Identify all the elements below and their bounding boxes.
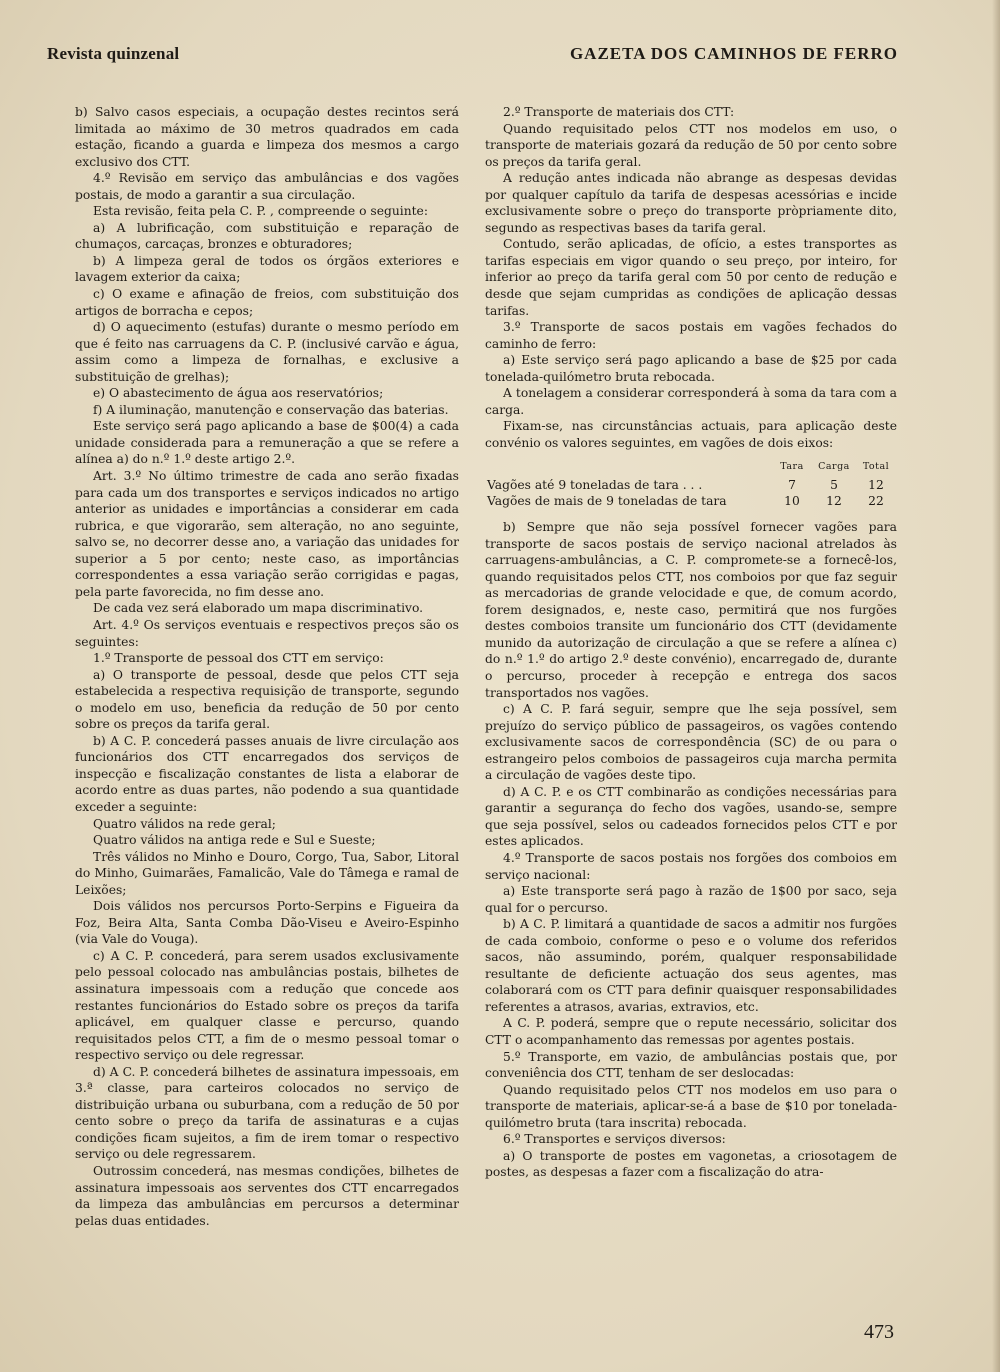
paragraph: d) A C. P. e os CTT combinarão as condições necessárias para garantir a segurança do fecho dos vagões, usando-se, sempre que seja possível, selos ou cadeados fornecidos pelos CTT e por estes aplicados. — [485, 784, 897, 849]
running-header-right: GAZETA DOS CAMINHOS DE FERRO — [569, 44, 898, 63]
table-header: Carga — [818, 461, 850, 473]
wagon-tonnage-table — [485, 457, 897, 509]
running-header-left: Revista quinzenal — [47, 44, 180, 63]
paragraph: 3.º Transporte de sacos postais em vagões fechados do caminho de ferro: — [485, 320, 897, 351]
paragraph: Contudo, serão aplicadas, de ofício, a estes transportes as tarifas especiais em vigor quando o seu preço, por inteiro, for inferior ao preço da tarifa geral com 50 por cento de redução e desde que sejam cumpridas as condições de aplicação dessas tarifas. — [485, 237, 897, 318]
paragraph: De cada vez será elaborado um mapa discriminativo. — [93, 601, 424, 616]
table-cell: 5 — [830, 478, 838, 493]
paragraph: f) A iluminação, manutenção e conservação das baterias. — [93, 402, 449, 417]
paragraph: A tonelagem a considerar corresponderá à soma da tara com a carga. — [485, 386, 897, 417]
paragraph: Quatro válidos na rede geral; — [93, 816, 276, 831]
paragraph: c) A C. P. fará seguir, sempre que lhe seja possível, sem prejuízo do serviço público de passageiros, os vagões contendo exclusivamente sacos de correspondência (SC) de ou para o estrangeiro pelos comboios de passageiros cuja marcha permita a circulação de vagões deste tipo. — [485, 702, 897, 783]
paragraph: Art. 3.º No último trimestre de cada ano serão fixadas para cada um dos transportes e serviços indicados no artigo anterior as unidades e importâncias a considerar em cada rubrica, e que vigorarão, sem alteração, no ano seguinte, salvo se, no decorrer desse ano, a variação das unidades for superior a 5 por cento; neste caso, as importâncias correspondentes a essa variação serão corrigidas e pagas, pela parte favorecida, no fim desse ano. — [75, 469, 459, 599]
paragraph: 4.º Transporte de sacos postais nos forgões dos comboios em serviço nacional: — [485, 850, 897, 882]
left-column — [75, 104, 459, 1229]
paragraph: Quando requisitado pelos CTT nos modelos em uso para o transporte de materiais, aplicar-se-á a base de $10 por tonelada-quilómetro bruta (tara inscrita) rebocada. — [485, 1082, 897, 1130]
table-header: Tara — [780, 461, 804, 473]
paragraph: Esta revisão, feita pela C. P. , compreende o seguinte: — [93, 204, 428, 219]
paragraph: Art. 4.º Os serviços eventuais e respectivos preços são os seguintes: — [75, 617, 459, 649]
paragraph: c) O exame e afinação de freios, com substituição dos artigos de borracha e cepos; — [75, 287, 459, 318]
paragraph: b) A C. P. concederá passes anuais de livre circulação aos funcionários dos CTT encarregados dos serviços de inspecção e fiscalização constantes de lista a elaborar de acordo entre as duas partes, não podendo a sua quantidade exceder a seguinte: — [75, 733, 459, 814]
table-header-empty — [485, 457, 771, 477]
table-cell: 22 — [868, 494, 884, 509]
paragraph: Dois válidos nos percursos Porto-Serpins e Figueira da Foz, Beira Alta, Santa Comba Dão-Viseu e Aveiro-Espinho (via Vale do Vouga). — [75, 899, 459, 947]
table-cell: 10 — [784, 494, 800, 509]
paragraph: d) A C. P. concederá bilhetes de assinatura impessoais, em 3.ª classe, para carteiros colocados no serviço de distribuição urbana ou suburbana, com a redução de 50 por cento sobre o preço da tarifa de assinaturas e a cujas condições ficam sujeitos, a fim de irem tomar o respectivo serviço ou dele regressarem. — [75, 1064, 459, 1162]
paragraph: Fixam-se, nas circunstâncias actuais, para aplicação deste convénio os valores seguintes, em vagões de dois eixos: — [485, 419, 897, 450]
paragraph: Este serviço será pago aplicando a base de $00(4) a cada unidade considerada para a remuneração a que se refere a alínea a) do n.º 1.º deste artigo 2.º. — [75, 419, 459, 467]
table-cell: 12 — [868, 478, 884, 493]
paragraph: b) Salvo casos especiais, a ocupação destes recintos será limitada ao máximo de 30 metros quadrados em cada estação, ficando a guarda e limpeza dos mesmos a cargo exclusivo dos CTT. — [75, 105, 459, 169]
paragraph: A redução antes indicada não abrange as despesas devidas por qualquer capítulo da tarifa de despesas acessórias e incide exclusivamente sobre o preço do transporte pròpriamente dito, segundo as respectivas bases da tarifa geral. — [485, 171, 897, 235]
paragraph: e) O abastecimento de água aos reservatórios; — [93, 386, 384, 401]
table-cell: 12 — [826, 494, 842, 509]
paragraph: a) A lubrificação, com substituição e reparação de chumaços, carcaças, bronzes e obturadores; — [75, 220, 459, 252]
paragraph: b) Sempre que não seja possível fornecer vagões para transporte de sacos postais de serviço nacional atrelados às carruagens-ambulâncias, a C. P. compromete-se a fornecê-los, quando requisitados pelos CTT, nos comboios por que faz seguir as mercadorias de grande velocidade e que, de comum acordo, forem designados, e, neste caso, permitirá que nos furgões destes comboios transite um funcionário dos CTT (devidamente munido da autorização de circulação a que se refere a alínea c) do n.º 1.º do artigo 2.º deste convénio), encarregado de, durante o percurso, proceder à recepção e entrega dos sacos transportados nos vagões. — [485, 520, 897, 700]
paragraph: 1.º Transporte de pessoal dos CTT em serviço: — [93, 651, 384, 666]
paragraph: 4.º Revisão em serviço das ambulâncias e dos vagões postais, de modo a garantir a sua circulação. — [75, 171, 459, 202]
paragraph: d) O aquecimento (estufas) durante o mesmo período em que é feito nas carruagens da C. P. (inclusivé carvão e água, assim como a limpeza de fornalhas, e exclusive a substituição de grelhas); — [75, 320, 459, 384]
paragraph: b) A C. P. limitará a quantidade de sacos a admitir nos furgões de cada comboio, conforme o peso e o volume dos referidos sacos, não assumindo, porém, qualquer responsabilidade resultante de deficiente actuação dos seus agentes, mas colaborará com os CTT para definir quaisquer responsabilidades referentes a atrasos, avarias, extravios, etc. — [485, 917, 897, 1014]
paragraph: Quatro válidos na antiga rede e Sul e Sueste; — [93, 833, 376, 848]
paragraph: A C. P. poderá, sempre que o repute necessário, solicitar dos CTT o acompanhamento das remessas por agentes postais. — [485, 1016, 897, 1047]
page-number: 473 — [864, 1321, 894, 1343]
paragraph: 6.º Transportes e serviços diversos: — [503, 1132, 726, 1147]
paragraph: c) A C. P. concederá, para serem usados exclusivamente pelo pessoal colocado nas ambulâncias postais, bilhetes de assinatura impessoais com a redução que concede aos restantes funcionários do Estado sobre os preços da tarifa aplicável, em qualquer classe e percurso, quando requisitados pelos CTT, a fim de o mesmo pessoal tomar o respectivo serviço ou dele regressar. — [75, 948, 459, 1063]
paragraph: Quando requisitado pelos CTT nos modelos em uso, o transporte de materiais gozará da redução de 50 por cento sobre os preços da tarifa geral. — [485, 121, 897, 169]
paragraph: a) Este serviço será pago aplicando a base de $25 por cada tonelada-quilómetro bruta rebocada. — [485, 353, 897, 384]
paragraph: 5.º Transporte, em vazio, de ambulâncias postais que, por conveniência dos CTT, tenham de ser deslocadas: — [485, 1049, 897, 1081]
paragraph: b) A limpeza geral de todos os órgãos exteriores e lavagem exterior da caixa; — [75, 253, 459, 285]
table-header-row — [485, 457, 897, 477]
paragraph: a) O transporte de pessoal, desde que pelos CTT seja estabelecida a respectiva requisição de transporte, segundo o modelo em uso, beneficia da redução de 50 por cento sobre os preços da tarifa geral. — [75, 667, 459, 732]
paragraph: a) Este transporte será pago à razão de 1$00 por saco, seja qual for o percurso. — [485, 884, 897, 915]
table-row — [485, 477, 897, 493]
paragraph: 2.º Transporte de materiais dos CTT: — [503, 105, 735, 119]
page-edge-shadow — [992, 0, 1000, 1372]
paragraph: Três válidos no Minho e Douro, Corgo, Tua, Sabor, Litoral do Minho, Guimarães, Famalicão, Vale do Tâmega e ramal de Leixões; — [75, 849, 459, 897]
table-row — [485, 493, 897, 509]
table-cell-label: Vagões de mais de 9 toneladas de tara — [487, 494, 727, 509]
table-header: Total — [862, 461, 890, 473]
table-cell: 7 — [788, 478, 796, 493]
right-column — [485, 104, 897, 1181]
paragraph: Outrossim concederá, nas mesmas condições, bilhetes de assinatura impessoais aos serventes dos CTT encarregados da limpeza das ambulâncias em percursos a determinar pelas duas entidades. — [75, 1164, 459, 1228]
table-cell-label: Vagões até 9 toneladas de tara . . . — [487, 478, 703, 493]
paragraph: a) O transporte de postes em vagonetas, a criosotagem de postes, as despesas a fazer com a fiscalização do atra- — [485, 1148, 897, 1180]
